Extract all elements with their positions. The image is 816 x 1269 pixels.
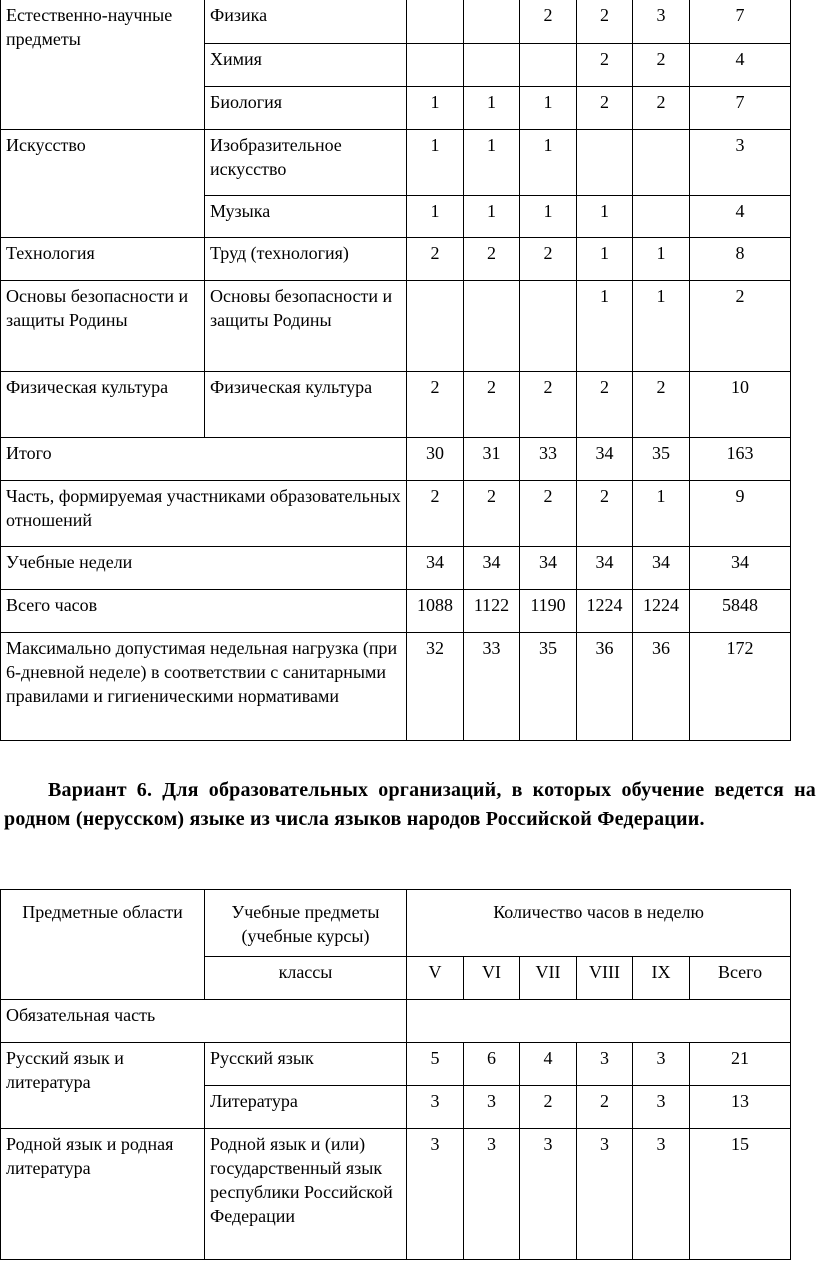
hours-cell: 1 xyxy=(520,196,577,238)
hours-cell: 1 xyxy=(577,196,633,238)
hours-cell: 6 xyxy=(464,1043,520,1086)
area-cell: Родной язык и родная литература xyxy=(1,1129,205,1260)
subject-cell: Русский язык xyxy=(205,1043,407,1086)
subject-cell: Изобразительное искусство xyxy=(205,130,407,196)
variant-heading: Вариант 6. Для образовательных организаций, в которых обучение ведется на родном (нерусском) языке из числа языков народов Российской Федерации. xyxy=(4,779,816,830)
hours-cell: 3 xyxy=(464,1086,520,1129)
total-cell: 7 xyxy=(690,87,791,130)
hours-cell xyxy=(577,130,633,196)
summary-label: Часть, формируемая участниками образовательных отношений xyxy=(1,481,407,547)
total-cell: 172 xyxy=(690,633,791,741)
summary-label: Учебные недели xyxy=(1,547,407,590)
summary-label: Итого xyxy=(1,438,407,481)
hours-cell: 1 xyxy=(633,238,690,281)
hours-cell: 4 xyxy=(520,1043,577,1086)
mandatory-part-empty xyxy=(407,1000,791,1043)
hours-cell: 36 xyxy=(633,633,690,741)
area-cell: Физическая культура xyxy=(1,372,205,438)
area-cell: Русский язык и литература xyxy=(1,1043,205,1129)
hours-cell: 2 xyxy=(633,372,690,438)
class-col-header: VII xyxy=(520,957,577,1000)
hours-cell: 1 xyxy=(464,87,520,130)
hours-cell: 1 xyxy=(407,87,464,130)
area-cell: Основы безопасности и защиты Родины xyxy=(1,281,205,372)
total-cell: 13 xyxy=(690,1086,791,1129)
total-cell: 7 xyxy=(690,0,791,44)
hours-cell: 1122 xyxy=(464,590,520,633)
hours-cell: 1224 xyxy=(577,590,633,633)
hours-cell: 3 xyxy=(633,0,690,44)
hours-cell: 35 xyxy=(633,438,690,481)
total-cell: 5848 xyxy=(690,590,791,633)
subject-cell: Физическая культура xyxy=(205,372,407,438)
hours-cell: 34 xyxy=(520,547,577,590)
hours-cell: 1 xyxy=(464,196,520,238)
hours-cell: 3 xyxy=(633,1043,690,1086)
hours-cell: 34 xyxy=(577,438,633,481)
hours-cell: 3 xyxy=(633,1086,690,1129)
hours-cell: 2 xyxy=(577,87,633,130)
total-cell: 3 xyxy=(690,130,791,196)
hours-cell: 34 xyxy=(577,547,633,590)
hours-cell: 32 xyxy=(407,633,464,741)
hours-cell: 34 xyxy=(407,547,464,590)
hours-cell: 1 xyxy=(577,281,633,372)
hours-cell xyxy=(464,0,520,44)
hours-cell xyxy=(407,281,464,372)
hours-cell: 34 xyxy=(633,547,690,590)
total-cell: 2 xyxy=(690,281,791,372)
total-cell: 10 xyxy=(690,372,791,438)
hours-cell: 2 xyxy=(520,372,577,438)
class-col-header: VI xyxy=(464,957,520,1000)
hours-cell: 31 xyxy=(464,438,520,481)
hours-cell: 1 xyxy=(633,281,690,372)
subject-cell: Музыка xyxy=(205,196,407,238)
header-classes: классы xyxy=(205,957,407,1000)
hours-cell: 1 xyxy=(407,196,464,238)
subject-cell: Химия xyxy=(205,44,407,87)
header-areas: Предметные области xyxy=(1,890,205,1000)
total-cell: 15 xyxy=(690,1129,791,1260)
hours-cell: 33 xyxy=(464,633,520,741)
hours-cell: 2 xyxy=(520,0,577,44)
hours-cell: 2 xyxy=(633,44,690,87)
hours-cell: 2 xyxy=(577,481,633,547)
summary-label: Всего часов xyxy=(1,590,407,633)
hours-cell: 3 xyxy=(407,1129,464,1260)
total-cell: 9 xyxy=(690,481,791,547)
hours-cell: 34 xyxy=(464,547,520,590)
area-cell: Естественно-научные предметы xyxy=(1,0,205,130)
area-cell: Искусство xyxy=(1,130,205,238)
area-cell: Технология xyxy=(1,238,205,281)
total-cell: 21 xyxy=(690,1043,791,1086)
total-cell: 163 xyxy=(690,438,791,481)
hours-cell: 2 xyxy=(520,1086,577,1129)
total-cell: 34 xyxy=(690,547,791,590)
total-cell: 4 xyxy=(690,196,791,238)
hours-cell: 2 xyxy=(407,372,464,438)
subject-cell: Литература xyxy=(205,1086,407,1129)
hours-cell: 2 xyxy=(577,44,633,87)
hours-cell: 1 xyxy=(520,130,577,196)
header-subjects: Учебные предметы (учебные курсы) xyxy=(205,890,407,957)
hours-cell: 3 xyxy=(407,1086,464,1129)
hours-cell: 2 xyxy=(464,481,520,547)
hours-cell: 2 xyxy=(633,87,690,130)
hours-cell xyxy=(520,44,577,87)
subject-cell: Труд (технология) xyxy=(205,238,407,281)
hours-cell: 2 xyxy=(577,372,633,438)
hours-cell: 2 xyxy=(464,238,520,281)
hours-cell xyxy=(464,44,520,87)
class-col-header: VIII xyxy=(577,957,633,1000)
hours-cell: 3 xyxy=(520,1129,577,1260)
hours-cell: 1088 xyxy=(407,590,464,633)
subject-cell: Родной язык и (или) государственный язык республики Российской Федерации xyxy=(205,1129,407,1260)
hours-cell: 33 xyxy=(520,438,577,481)
total-cell: 4 xyxy=(690,44,791,87)
summary-label: Максимально допустимая недельная нагрузка (при 6-дневной неделе) в соответствии с санитарными правилами и гигиеническими нормативами xyxy=(1,633,407,741)
hours-cell: 1 xyxy=(633,481,690,547)
hours-cell: 1224 xyxy=(633,590,690,633)
hours-cell: 36 xyxy=(577,633,633,741)
hours-cell: 5 xyxy=(407,1043,464,1086)
hours-cell: 3 xyxy=(464,1129,520,1260)
total-cell: 8 xyxy=(690,238,791,281)
hours-cell: 35 xyxy=(520,633,577,741)
hours-cell: 2 xyxy=(520,238,577,281)
hours-cell: 2 xyxy=(577,1086,633,1129)
hours-cell: 2 xyxy=(407,238,464,281)
hours-cell: 2 xyxy=(464,372,520,438)
hours-cell xyxy=(407,44,464,87)
subject-cell: Физика xyxy=(205,0,407,44)
mandatory-part-label: Обязательная часть xyxy=(1,1000,407,1043)
hours-cell: 3 xyxy=(577,1043,633,1086)
subject-cell: Основы безопасности и защиты Родины xyxy=(205,281,407,372)
hours-cell: 3 xyxy=(633,1129,690,1260)
hours-cell xyxy=(520,281,577,372)
total-col-header: Всего xyxy=(690,957,791,1000)
class-col-header: IX xyxy=(633,957,690,1000)
hours-cell: 2 xyxy=(407,481,464,547)
hours-cell: 30 xyxy=(407,438,464,481)
hours-cell xyxy=(407,0,464,44)
hours-cell: 3 xyxy=(577,1129,633,1260)
header-hours-per-week: Количество часов в неделю xyxy=(407,890,791,957)
curriculum-table-variant-6 xyxy=(0,889,791,1260)
hours-cell: 2 xyxy=(577,0,633,44)
hours-cell: 2 xyxy=(520,481,577,547)
hours-cell: 1 xyxy=(407,130,464,196)
hours-cell: 1 xyxy=(464,130,520,196)
hours-cell xyxy=(633,130,690,196)
subject-cell: Биология xyxy=(205,87,407,130)
hours-cell xyxy=(633,196,690,238)
hours-cell: 1 xyxy=(577,238,633,281)
hours-cell xyxy=(464,281,520,372)
hours-cell: 1190 xyxy=(520,590,577,633)
class-col-header: V xyxy=(407,957,464,1000)
hours-cell: 1 xyxy=(520,87,577,130)
